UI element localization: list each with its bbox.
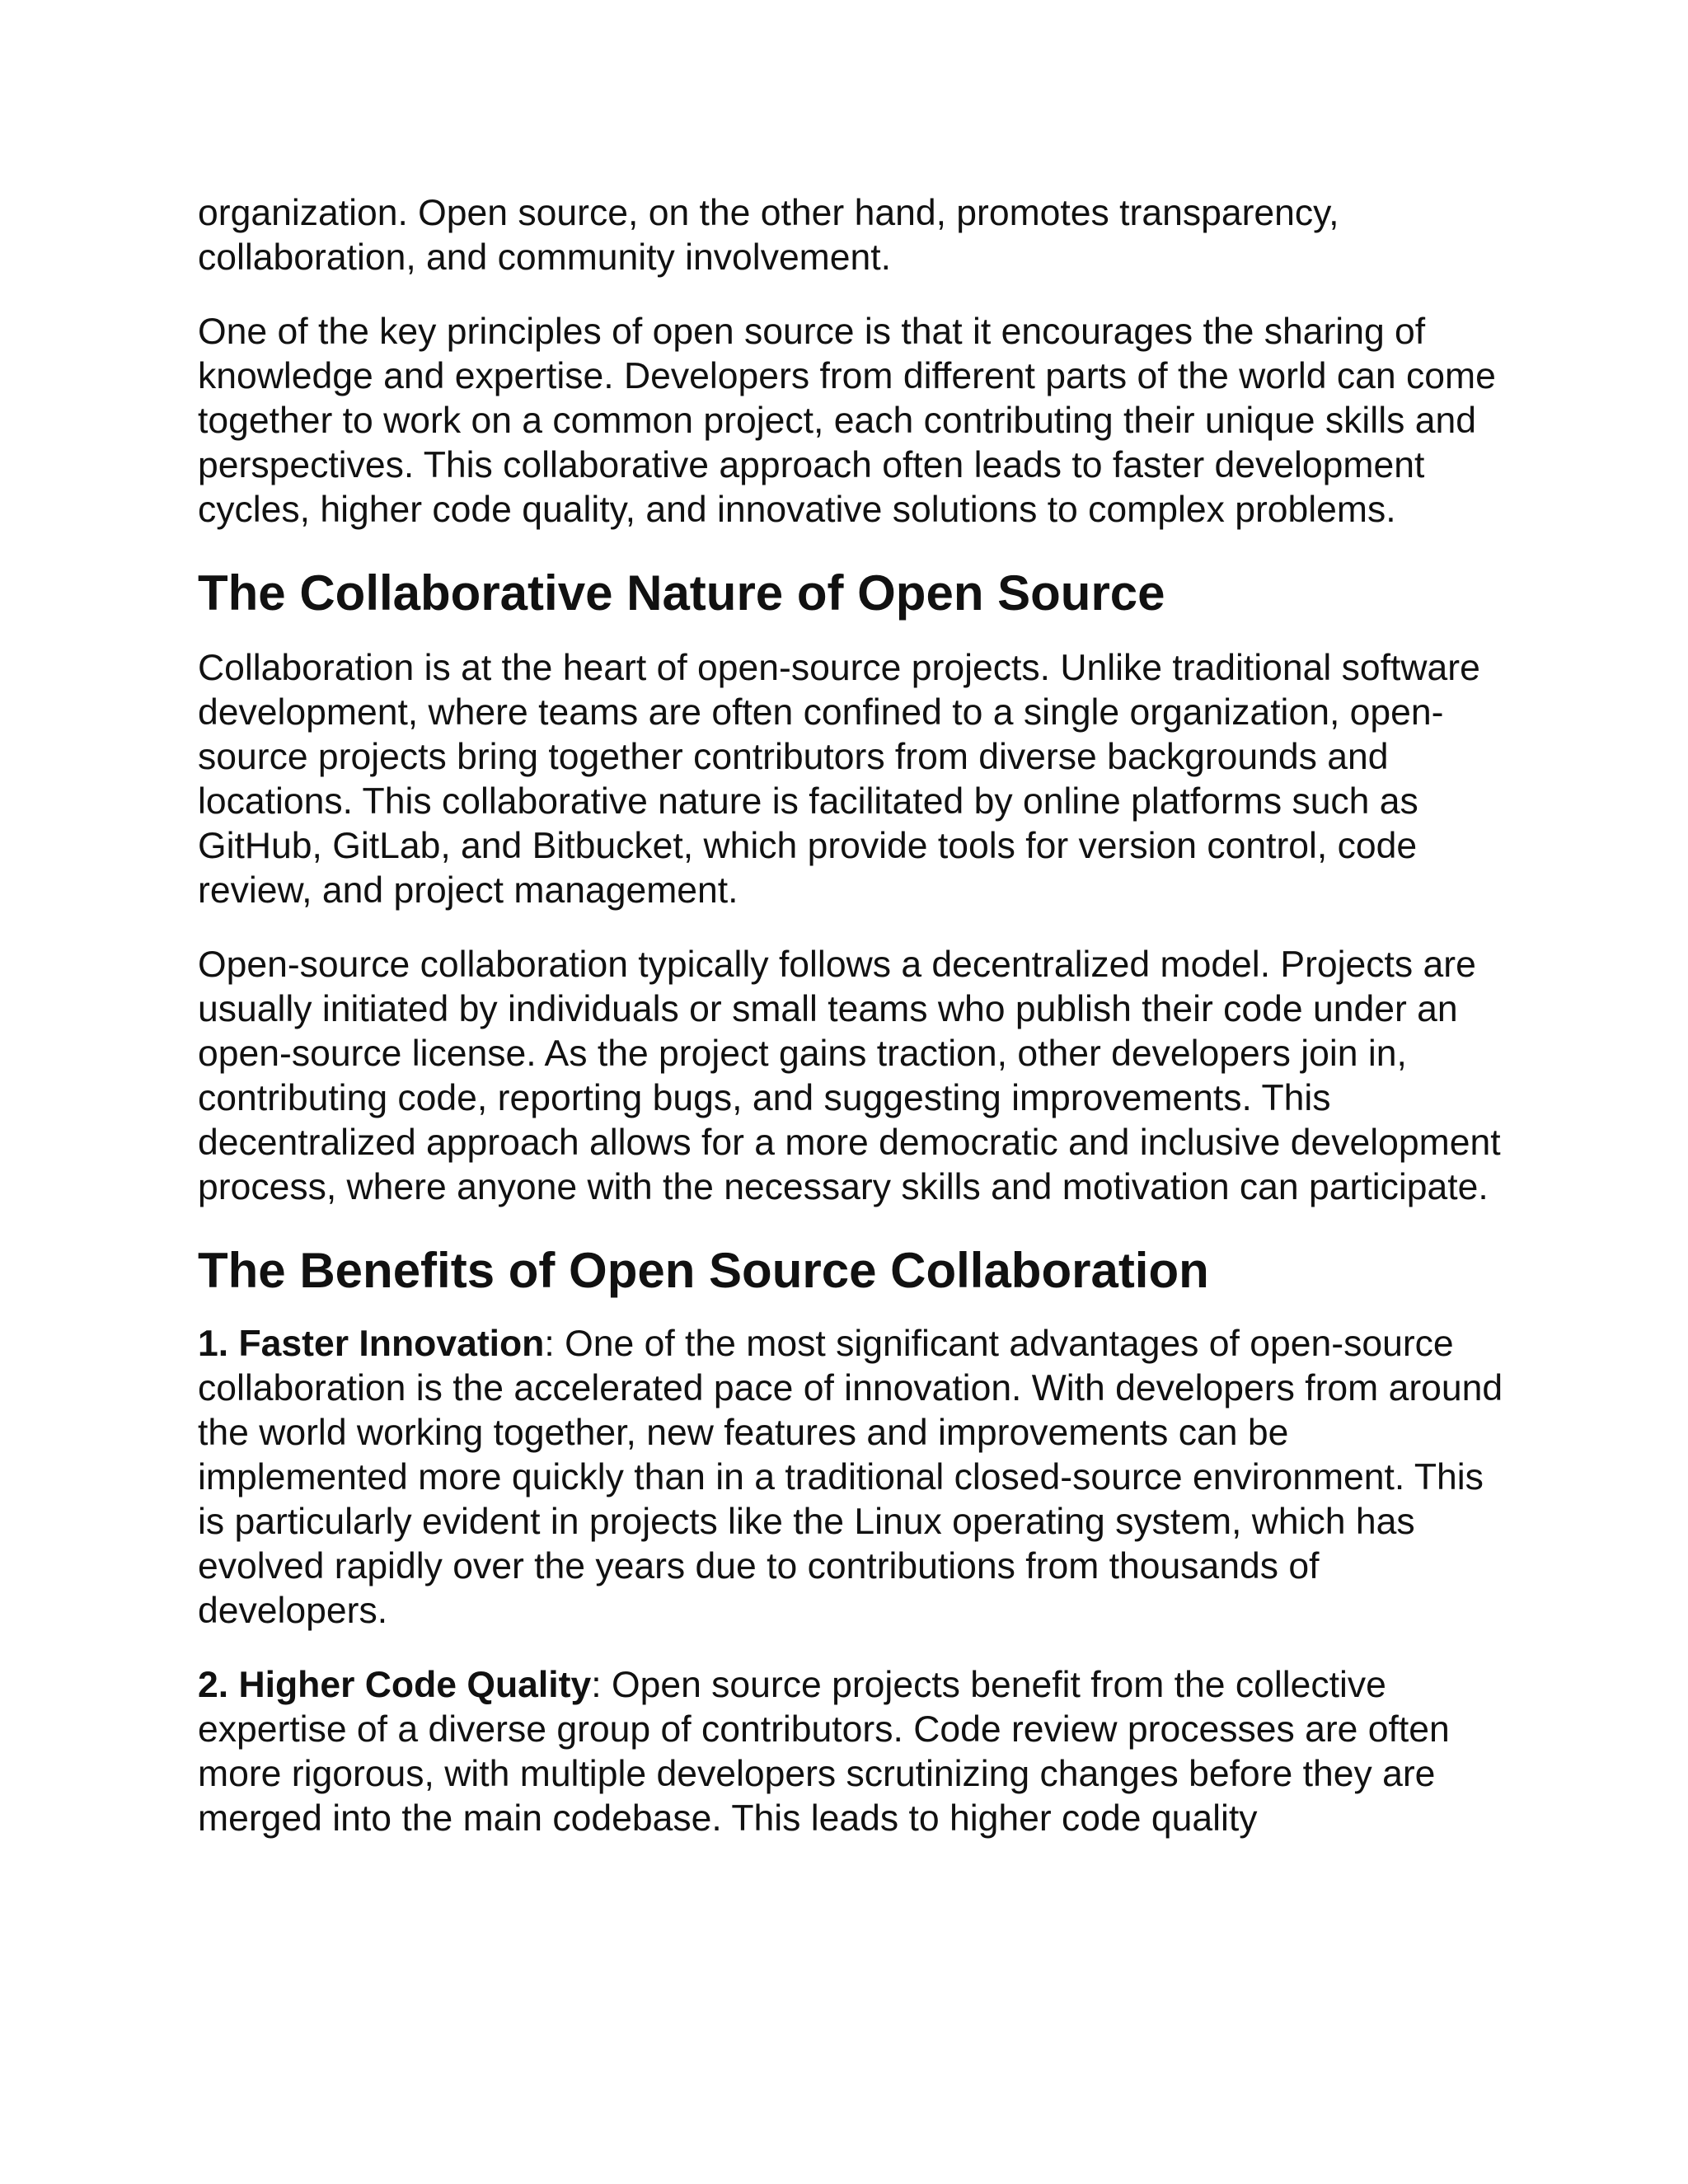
paragraph-decentralized-model: Open-source collaboration typically follows a decentralized model. Projects are usually initiated by individuals or small teams who publish their code under an open-source license. As the project gains traction, other developers join in, contributing code, reporting bugs, and suggesting improvements. This decentralized approach allows for a more democratic and inclusive development process, where anyone with the necessary skills and motivation can participate. — [198, 944, 1501, 1207]
heading-benefits: The Benefits of Open Source Collaboration — [198, 1243, 1209, 1298]
benefit-item-faster-innovation — [198, 1322, 1508, 1633]
benefit-text: : One of the most significant advantages of open-source collaboration is the accelerated pace of innovation. With developers from around the world working together, new features and improvements can be implemented more quickly than in a traditional closed-source environment. This is particularly evident in projects like the Linux operating system, which has evolved rapidly over the years due to contributions from thousands of developers. — [198, 1324, 1503, 1631]
benefit-text: : Open source projects benefit from the collective expertise of a diverse group of contributors. Code review processes are often more rigorous, with multiple developers scrutinizing changes before they are merged into the main codebase. This leads to higher code quality — [198, 1665, 1450, 1839]
benefit-title: 2. Higher Code Quality — [198, 1665, 592, 1705]
benefit-title: 1. Faster Innovation — [198, 1324, 545, 1364]
paragraph-intro-continued: organization. Open source, on the other hand, promotes transparency, collaboration, and community involvement. — [198, 193, 1339, 278]
benefit-item-higher-code-quality — [198, 1663, 1508, 1841]
paragraph-collaboration-heart: Collaboration is at the heart of open-source projects. Unlike traditional software development, where teams are often confined to a single organization, open-source projects bring together contributors from diverse backgrounds and locations. This collaborative nature is facilitated by online platforms such as GitHub, GitLab, and Bitbucket, which provide tools for version control, code review, and project management. — [198, 648, 1480, 911]
heading-collaborative-nature: The Collaborative Nature of Open Source — [198, 565, 1165, 621]
document-page — [198, 191, 1508, 1841]
paragraph-key-principles: One of the key principles of open source is that it encourages the sharing of knowledge and expertise. Developers from different parts of the world can come together to work on a common project, each contributing their unique skills and perspectives. This collaborative approach often leads to faster development cycles, higher code quality, and innovative solutions to complex problems. — [198, 312, 1496, 530]
